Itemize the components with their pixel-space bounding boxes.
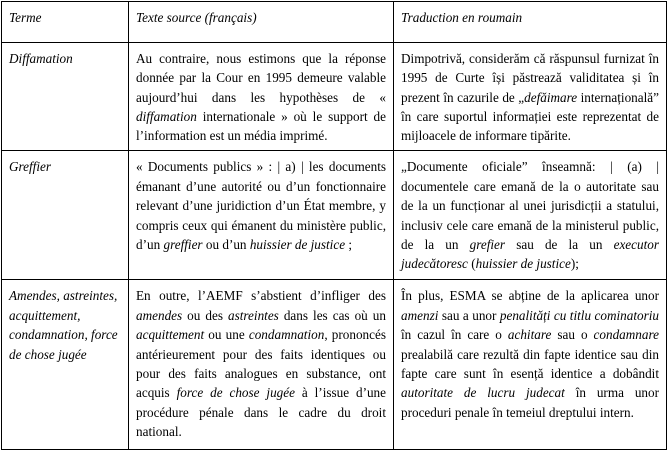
source-text-segment: ; xyxy=(345,237,353,253)
translation-segment: în cazul în care o xyxy=(401,327,508,343)
translation-segment: ); xyxy=(570,256,579,272)
translation-segment: sau de la un xyxy=(505,237,614,253)
source-term-highlight: greffier xyxy=(163,237,203,253)
translation-segment: ( xyxy=(467,256,476,272)
header-source-text: Texte source (français) xyxy=(129,2,394,43)
translation-segment: sau o xyxy=(551,327,594,343)
source-text-segment: ou une xyxy=(204,327,249,343)
header-translation: Traduction en roumain xyxy=(394,2,667,43)
source-term-highlight: force de chose jugée xyxy=(176,385,295,401)
term-cell: Diffamation xyxy=(2,42,129,151)
source-term-highlight: huissier de justice xyxy=(249,237,346,253)
source-text-segment: Au contraire, nous estimons que la réponse donnée par la Cour en 1995 demeure valable aujourd’hui dans les hypothèses de « xyxy=(136,50,386,105)
translation-term-highlight: huissier de justice xyxy=(475,256,571,272)
translation-segment: Dimpotrivă, considerăm că răspunsul furnizat în 1995 de Curte își păstrează validitatea și în prezent în cazurile de „ xyxy=(401,50,659,105)
table-row xyxy=(2,42,667,151)
translation-segment: „Documente oficiale” înseamnă: | (a) | documentele care emană de la o autoritate sau de la un funcționar al unei jurisdicții a statului, inclusiv cele care emană de la ministerul public, de la un xyxy=(401,159,659,253)
translation-term-highlight: achitare xyxy=(507,327,552,343)
source-text-segment: à l’issue d’une procédure pénale dans le cadre du droit national. xyxy=(136,385,386,440)
source-text-segment: dans les cas où un xyxy=(278,307,386,323)
term-cell: Amendes, astreintes, acquittement, condamnation, force de chose jugée xyxy=(2,280,129,450)
source-term-highlight: amendes xyxy=(136,307,183,323)
table-row xyxy=(2,151,667,280)
source-text-cell xyxy=(129,280,394,450)
source-text-segment: ou d’un xyxy=(202,237,250,253)
source-term-highlight: astreintes xyxy=(228,307,279,323)
source-text-segment: ou des xyxy=(182,307,229,323)
source-text-segment: internationale » où le support de l’information est un média imprimé. xyxy=(136,108,386,144)
source-text-cell xyxy=(129,42,394,151)
source-text-segment: , prononcés antérieurement pour des faits identiques ou pour des faits analogues en substance, ont acquis xyxy=(136,327,386,401)
translation-segment: În plus, ESMA se abține de la aplicarea unor xyxy=(401,288,659,304)
translation-term-highlight: defăimare xyxy=(524,89,578,105)
translation-segment: internațională” în care suportul informației este reprezentat de mijloacele de informare tipărite. xyxy=(401,89,659,144)
term-cell: Greffier xyxy=(2,151,129,280)
terminology-table xyxy=(1,1,667,450)
translation-cell xyxy=(394,280,667,450)
translation-term-highlight: condamnare xyxy=(593,327,659,343)
translation-cell xyxy=(394,151,667,280)
translation-term-highlight: autoritate de lucru judecat xyxy=(401,385,565,401)
translation-term-highlight: grefier xyxy=(469,237,506,253)
source-text-segment: En outre, l’AEMF s’abstient d’infliger des xyxy=(136,288,386,304)
header-term: Terme xyxy=(2,2,129,43)
translation-term-highlight: penalități cu titlu cominatoriu xyxy=(499,307,660,323)
table-row xyxy=(2,280,667,450)
translation-term-highlight: amenzi xyxy=(401,307,439,323)
source-term-highlight: acquittement xyxy=(136,327,205,343)
source-text-segment: « Documents publics » : | a) | les documents émanant d’une autorité ou d’un fonctionnaire relevant d’une juridiction d’un État membre, y compris ceux qui émanent du ministère public, d’un xyxy=(136,159,386,253)
translation-segment: prealabilă care rezultă din fapte identice sau din fapte care sunt în esență identice a dobândit xyxy=(401,346,659,382)
translation-segment: sau a unor xyxy=(438,307,500,323)
translation-cell xyxy=(394,42,667,151)
source-term-highlight: diffamation xyxy=(136,108,197,124)
source-term-highlight: condamnation xyxy=(248,327,325,343)
table-header-row xyxy=(2,2,667,43)
translation-segment: în urma unor proceduri penale în temeiul dreptului intern. xyxy=(401,385,659,420)
source-text-cell xyxy=(129,151,394,280)
translation-term-highlight: executor judecătoresc xyxy=(401,237,659,272)
